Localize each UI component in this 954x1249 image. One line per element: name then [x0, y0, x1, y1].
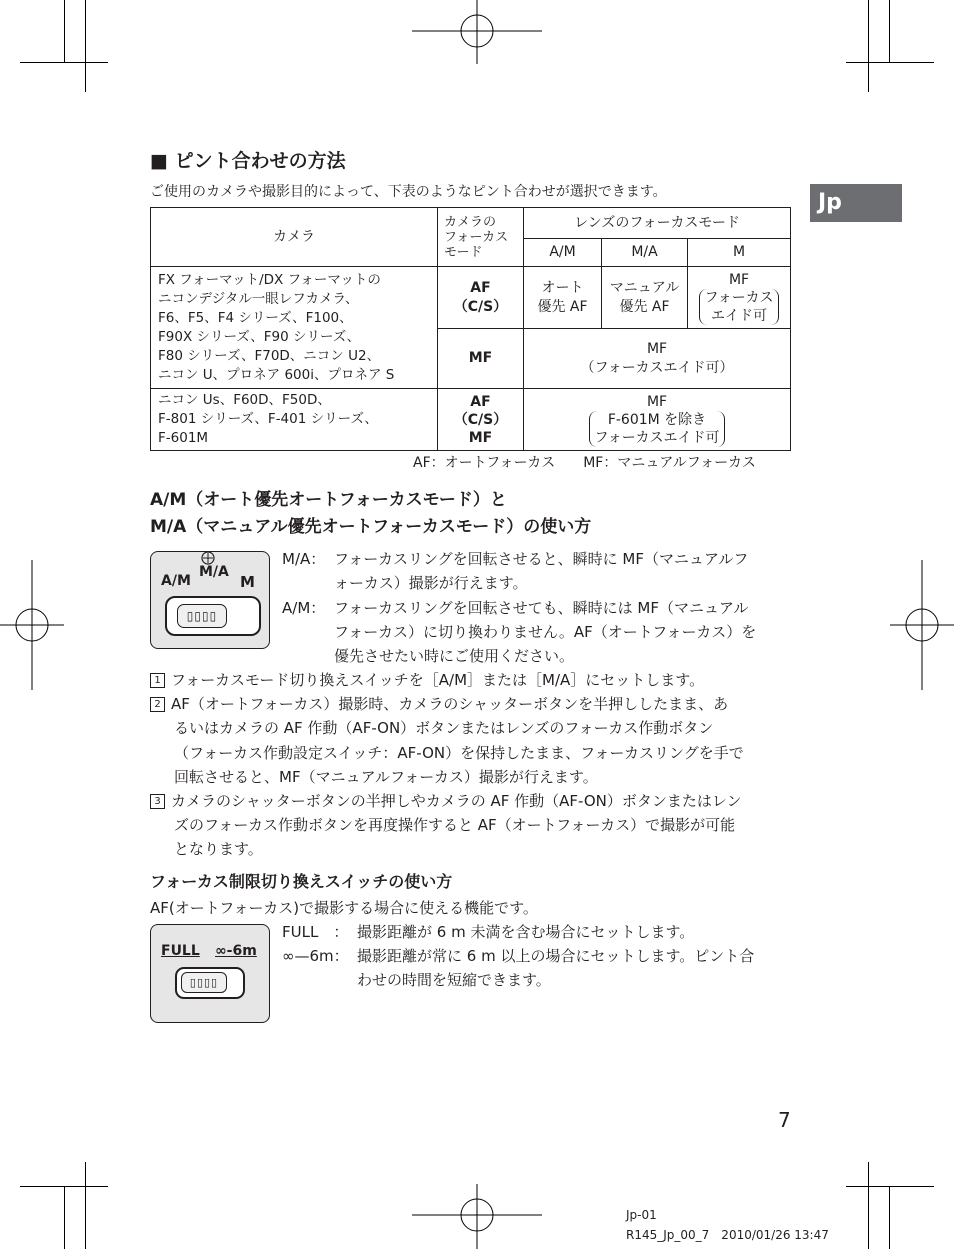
switch-slot-2: [175, 967, 245, 999]
switch-knob-2: ▯▯▯▯: [181, 972, 227, 993]
table-legend: AF：オートフォーカス MF：マニュアルフォーカス: [413, 455, 756, 471]
step-1: 1 フォーカスモード切り換えスイッチを［A/M］または［M/A］にセットします。: [150, 668, 704, 692]
header-am: A/M: [524, 239, 602, 267]
switch-slot: [165, 596, 261, 636]
row1-am: オート 優先 AF: [524, 267, 602, 329]
am-desc-3: 優先させたい時にご使用ください。: [334, 647, 575, 665]
language-tab: Jp: [810, 184, 902, 222]
page-number: 7: [778, 1108, 791, 1132]
row1-mode: AF （C/S）: [438, 267, 524, 329]
am-desc-2: フォーカス）に切り換わりません。AF（オートフォーカス）を: [334, 623, 757, 641]
switch-label-inf: ∞-6m: [215, 943, 257, 959]
footer-file-info: R145_Jp_00_7 2010/01/26 13:47: [626, 1228, 829, 1242]
step-3-line-3: となります。: [174, 840, 263, 858]
row3-mode: AF （C/S） MF: [438, 389, 524, 451]
step-2-line-2: るいはカメラの AF 作動（AF-ON）ボタンまたはレンズのフォーカス作動ボタン: [174, 719, 714, 737]
switch-label-m: M: [240, 573, 255, 591]
step-3: 3 カメラのシャッターボタンの半押しやカメラの AF 作動（AF-ON）ボタンまたはレン: [150, 789, 742, 813]
row1-ma: マニュアル 優先 AF: [602, 267, 688, 329]
full-label: FULL ：: [282, 923, 349, 941]
header-lens-mode: レンズのフォーカスモード: [524, 208, 791, 239]
focus-limit-switch-illustration: [150, 924, 270, 1023]
step-3-line-2: ズのフォーカス作動ボタンを再度操作すると AF（オートフォーカス）で撮影が可能: [174, 816, 736, 834]
inf-desc-1: 撮影距離が常に 6 m 以上の場合にセットします。ピント合: [357, 947, 755, 965]
header-ma: M/A: [602, 239, 688, 267]
switch-label-ma: M/A: [199, 564, 229, 580]
step-2-line-4: 回転させると、MF（マニュアルフォーカス）撮影が行えます。: [174, 768, 598, 786]
switch-label-full: FULL: [161, 943, 200, 959]
ma-desc-2: ォーカス）撮影が行えます。: [334, 574, 528, 592]
focus-mode-table: [150, 207, 791, 451]
group1-cameras: FX フォーマット/DX フォーマットの ニコンデジタル一眼レフカメラ、 F6、F5、F4 シリーズ、F100、 F90X シリーズ、F90 シリーズ、 F80 シリーズ、F70D、ニコン U2、 ニコン U、プロネア 600i、プロネア S: [151, 267, 438, 389]
subhead-am-ma-1: A/M（オート優先オートフォーカスモード）と: [150, 490, 507, 510]
row2-value: MF （フォーカスエイド可）: [524, 329, 791, 389]
switch-knob: ▯▯▯▯: [177, 604, 227, 628]
ma-label: M/A：: [282, 550, 326, 568]
group2-cameras: ニコン Us、F60D、F50D、 F-801 シリーズ、F-401 シリーズ、 F-601M: [151, 389, 438, 451]
registration-mark-right-icon: [890, 560, 954, 690]
header-m: M: [688, 239, 791, 267]
row3-value: MF F-601M を除き フォーカスエイド可: [524, 389, 791, 451]
step-2: 2 AF（オートフォーカス）撮影時、カメラのシャッターボタンを半押ししたまま、あ: [150, 692, 728, 716]
registration-mark-bottom-icon: [412, 1184, 542, 1249]
focus-mode-switch-illustration: [150, 551, 270, 649]
registration-mark-top-icon: [412, 0, 542, 64]
footer-code: Jp-01: [626, 1208, 657, 1222]
intro-text: ご使用のカメラや撮影目的によって、下表のようなピント合わせが選択できます。: [150, 184, 667, 200]
row1-m: MF フォーカス エイド可: [688, 267, 791, 329]
step-2-line-3: （フォーカス作動設定スイッチ：AF-ON）を保持したまま、フォーカスリングを手で: [174, 744, 744, 762]
limit-intro: AF(オートフォーカス)で撮影する場合に使える機能です。: [150, 899, 538, 917]
ma-desc-1: フォーカスリングを回転させると、瞬時に MF（マニュアルフ: [334, 550, 749, 568]
am-desc-1: フォーカスリングを回転させても、瞬時には MF（マニュアル: [334, 599, 749, 617]
switch-label-am: A/M: [161, 573, 191, 589]
subhead-limit-switch: フォーカス制限切り換えスイッチの使い方: [150, 872, 453, 891]
header-camera: カメラ: [151, 208, 438, 267]
row2-mode: MF: [438, 329, 524, 389]
header-camera-mode: カメラの フォーカス モード: [438, 208, 524, 267]
registration-mark-left-icon: [0, 560, 64, 690]
inf-desc-2: わせの時間を短縮できます。: [357, 971, 551, 989]
subhead-am-ma-2: M/A（マニュアル優先オートフォーカスモード）の使い方: [150, 517, 592, 537]
inf-label: ∞—6m：: [282, 947, 349, 965]
am-label: A/M：: [282, 599, 326, 617]
full-desc: 撮影距離が 6 m 未満を含む場合にセットします。: [357, 923, 695, 941]
section-title: ■ ピント合わせの方法: [150, 150, 346, 172]
